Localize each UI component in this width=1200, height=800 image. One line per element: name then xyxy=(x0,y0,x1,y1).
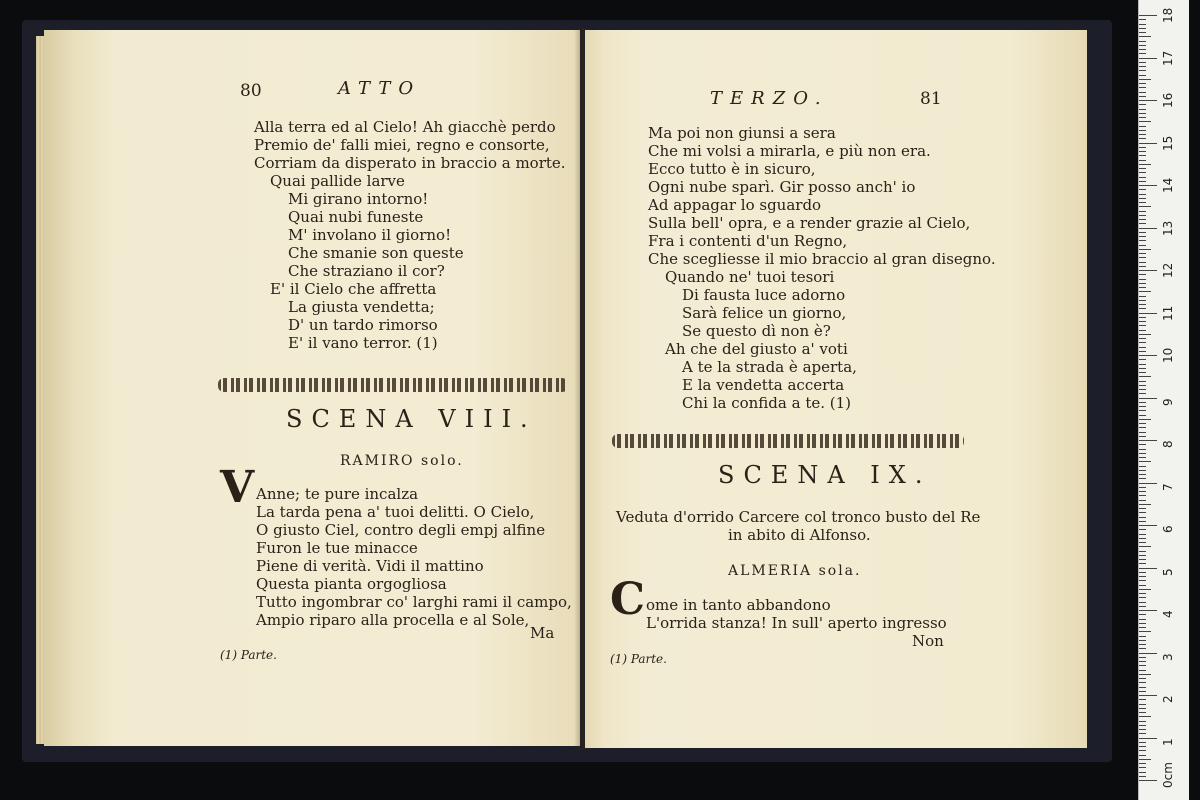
ruler-tick xyxy=(1139,92,1146,93)
ruler-tick xyxy=(1139,113,1146,114)
ruler-tick xyxy=(1139,291,1151,292)
stage-direction-line: in abito di Alfonso. xyxy=(728,526,871,544)
ruler-tick xyxy=(1139,66,1146,67)
ruler-tick xyxy=(1139,406,1146,407)
verse-line: La giusta vendetta; xyxy=(288,298,435,316)
ruler-label: 9 xyxy=(1161,397,1175,406)
ruler-tick xyxy=(1139,780,1157,781)
ruler-tick xyxy=(1139,308,1146,309)
ruler-tick xyxy=(1139,627,1146,628)
ruler-tick xyxy=(1139,313,1157,314)
verse-line: Sulla bell' opra, e a render grazie al Cielo, xyxy=(648,214,971,232)
ruler-label: 2 xyxy=(1161,695,1175,703)
ruler-tick xyxy=(1139,206,1151,207)
ruler-tick xyxy=(1139,559,1146,560)
ruler-tick xyxy=(1139,521,1146,522)
ruler-tick xyxy=(1139,249,1151,250)
ruler-tick xyxy=(1139,58,1157,59)
ruler-tick xyxy=(1139,155,1146,156)
ruler-label: 5 xyxy=(1161,567,1175,576)
verse-line: Di fausta luce adorno xyxy=(682,286,846,304)
verse-line: E' il vano terror. (1) xyxy=(288,334,438,352)
ruler-tick xyxy=(1139,585,1146,586)
ruler-tick xyxy=(1139,597,1146,598)
ruler-tick xyxy=(1139,568,1157,569)
ruler-tick xyxy=(1139,712,1146,713)
ruler-tick xyxy=(1139,665,1146,666)
ruler-tick xyxy=(1139,508,1146,509)
ruler-tick xyxy=(1139,691,1146,692)
ruler-tick xyxy=(1139,733,1146,734)
ruler-tick xyxy=(1139,746,1146,747)
ruler-label: 10 xyxy=(1161,347,1175,363)
ruler-tick xyxy=(1139,487,1146,488)
ruler-tick xyxy=(1139,270,1157,271)
verse-line: D' un tardo rimorso xyxy=(288,316,438,334)
ruler-tick xyxy=(1139,274,1146,275)
ruler-tick xyxy=(1139,738,1157,739)
ruler-tick xyxy=(1139,223,1146,224)
verse-line: Che smanie son queste xyxy=(288,244,464,262)
ruler-tick xyxy=(1139,648,1146,649)
ruler-tick xyxy=(1139,351,1146,352)
ruler-label: 12 xyxy=(1161,262,1175,278)
ruler-tick xyxy=(1139,657,1146,658)
left-character-name: RAMIRO solo. xyxy=(340,453,464,469)
ruler-tick xyxy=(1139,563,1146,564)
ruler-tick xyxy=(1139,478,1146,479)
verse-line: E' il Cielo che affretta xyxy=(270,280,437,298)
ruler-tick xyxy=(1139,517,1146,518)
ruler-tick xyxy=(1139,49,1146,50)
ruler-tick xyxy=(1139,495,1146,496)
ruler-tick xyxy=(1139,419,1151,420)
ruler-tick xyxy=(1139,376,1151,377)
ruler-tick xyxy=(1139,576,1146,577)
ruler-tick xyxy=(1139,500,1146,501)
ruler-label: 6 xyxy=(1161,525,1175,533)
ruler-tick xyxy=(1139,695,1157,696)
ruler-tick xyxy=(1139,610,1157,611)
ruler-tick xyxy=(1139,70,1146,71)
ornament-divider xyxy=(612,434,964,448)
ruler-tick xyxy=(1139,342,1146,343)
ruler-tick xyxy=(1139,453,1146,454)
ruler-tick xyxy=(1139,674,1151,675)
ruler-tick xyxy=(1139,117,1146,118)
ruler-tick xyxy=(1139,130,1146,131)
ruler-tick xyxy=(1139,759,1151,760)
verse-line: E la vendetta accerta xyxy=(682,376,845,394)
ruler-tick xyxy=(1139,317,1146,318)
speech-line: Furon le tue minacce xyxy=(256,539,418,557)
ruler-tick xyxy=(1139,393,1146,394)
ruler-label: 14 xyxy=(1161,177,1175,193)
ruler-tick xyxy=(1139,529,1146,530)
ruler-tick xyxy=(1139,121,1151,122)
speech-line: O giusto Ciel, contro degli empj alfine xyxy=(256,521,546,539)
ruler-tick xyxy=(1139,198,1146,199)
verse-line: Che straziano il cor? xyxy=(288,262,445,280)
verse-line: Alla terra ed al Cielo! Ah giacchè perdo xyxy=(254,118,556,136)
ruler-label: 3 xyxy=(1161,652,1175,661)
ruler-tick xyxy=(1139,444,1146,445)
speech-line: ome in tanto abbandono xyxy=(646,596,831,614)
ruler-label: 15 xyxy=(1161,135,1175,151)
ruler-tick xyxy=(1139,79,1151,80)
verse-line: Quai pallide larve xyxy=(270,172,405,190)
stage-direction-line: Veduta d'orrido Carcere col tronco busto del Re xyxy=(616,508,981,526)
ruler-tick xyxy=(1139,185,1157,186)
ruler-tick xyxy=(1139,504,1151,505)
verse-line: Corriam da disperato in braccio a morte. xyxy=(254,154,566,172)
ruler-tick xyxy=(1139,385,1146,386)
ruler-tick xyxy=(1139,750,1146,751)
ruler-label: 11 xyxy=(1161,305,1175,321)
ruler-tick xyxy=(1139,389,1146,390)
ruler-tick xyxy=(1139,211,1146,212)
verse-line: Quando ne' tuoi tesori xyxy=(665,268,835,286)
ruler-tick xyxy=(1139,368,1146,369)
ruler-tick xyxy=(1139,53,1146,54)
ruler-tick xyxy=(1139,296,1146,297)
ruler-tick xyxy=(1139,606,1146,607)
ruler-tick xyxy=(1139,126,1146,127)
ruler-tick xyxy=(1139,134,1146,135)
ruler-tick xyxy=(1139,100,1157,101)
ruler-tick xyxy=(1139,461,1151,462)
ruler-tick xyxy=(1139,338,1146,339)
ruler-tick xyxy=(1139,283,1146,284)
speech-line: L'orrida stanza! In sull' aperto ingresso xyxy=(646,614,947,632)
ruler-tick xyxy=(1139,279,1146,280)
ruler-tick xyxy=(1139,245,1146,246)
ruler-tick xyxy=(1139,262,1146,263)
ruler-tick xyxy=(1139,62,1146,63)
ruler-tick xyxy=(1139,555,1146,556)
ruler-tick xyxy=(1139,36,1151,37)
ruler-tick xyxy=(1139,427,1146,428)
ruler-tick xyxy=(1139,436,1146,437)
ruler-tick xyxy=(1139,546,1151,547)
speech-line: Tutto ingombrar co' larghi rami il campo, xyxy=(256,593,572,611)
ruler-tick xyxy=(1139,440,1157,441)
ruler-tick xyxy=(1139,96,1146,97)
ruler-tick xyxy=(1139,257,1146,258)
ruler-tick xyxy=(1139,402,1146,403)
ruler-tick xyxy=(1139,143,1157,144)
ruler-tick xyxy=(1139,721,1146,722)
speech-line: La tarda pena a' tuoi delitti. O Cielo, xyxy=(256,503,535,521)
ruler-tick xyxy=(1139,168,1146,169)
ruler-label: 1 xyxy=(1161,737,1175,746)
ruler-tick xyxy=(1139,219,1146,220)
verse-line: A te la strada è aperta, xyxy=(682,358,857,376)
ruler-tick xyxy=(1139,287,1146,288)
ruler-tick xyxy=(1139,593,1146,594)
ruler-tick xyxy=(1139,725,1146,726)
ruler-tick xyxy=(1139,483,1157,484)
ruler-tick xyxy=(1139,202,1146,203)
ruler-tick xyxy=(1139,640,1146,641)
ruler-tick xyxy=(1139,364,1146,365)
ruler-tick xyxy=(1139,253,1146,254)
ruler-tick xyxy=(1139,194,1146,195)
ruler-tick xyxy=(1139,330,1146,331)
ruler-label: 16 xyxy=(1161,92,1175,108)
ruler-tick xyxy=(1139,300,1146,301)
ruler-tick xyxy=(1139,661,1146,662)
ruler-tick xyxy=(1139,19,1146,20)
left-running-head: ATTO xyxy=(338,78,422,99)
ruler-tick xyxy=(1139,266,1146,267)
ruler-tick xyxy=(1139,181,1146,182)
ruler-tick xyxy=(1139,776,1146,777)
right-character-name: ALMERIA sola. xyxy=(728,563,862,579)
ruler-tick xyxy=(1139,614,1146,615)
right-drop-cap: C xyxy=(610,574,646,625)
ruler-tick xyxy=(1139,164,1151,165)
ruler-tick xyxy=(1139,716,1151,717)
verse-line: Fra i contenti d'un Regno, xyxy=(648,232,848,250)
ruler-tick xyxy=(1139,538,1146,539)
left-page-number: 80 xyxy=(240,81,262,101)
ruler-tick xyxy=(1139,457,1146,458)
ruler-tick xyxy=(1139,359,1146,360)
ruler-tick xyxy=(1139,381,1146,382)
ruler-tick xyxy=(1139,240,1146,241)
ruler-tick xyxy=(1139,215,1146,216)
ruler-tick xyxy=(1139,147,1146,148)
ruler-tick xyxy=(1139,644,1146,645)
ornament-divider xyxy=(218,378,568,392)
ruler-tick xyxy=(1139,236,1146,237)
ruler-tick xyxy=(1139,325,1146,326)
ruler-tick xyxy=(1139,347,1146,348)
ruler-tick xyxy=(1139,172,1146,173)
ruler-tick xyxy=(1139,41,1146,42)
ruler-tick xyxy=(1139,580,1146,581)
ruler-tick xyxy=(1139,636,1146,637)
ruler-tick xyxy=(1139,512,1146,513)
ruler-tick xyxy=(1139,631,1151,632)
ruler-tick xyxy=(1139,45,1146,46)
verse-line: M' involano il giorno! xyxy=(288,226,452,244)
ruler-label: 17 xyxy=(1161,50,1175,66)
left-drop-cap: V xyxy=(220,462,255,513)
verse-line: Se questo dì non è? xyxy=(682,322,831,340)
ruler-tick xyxy=(1139,742,1146,743)
ruler-tick xyxy=(1139,410,1146,411)
speech-line: Anne; te pure incalza xyxy=(256,485,419,503)
ruler-tick xyxy=(1139,83,1146,84)
ruler-tick xyxy=(1139,160,1146,161)
ruler-tick xyxy=(1139,415,1146,416)
ruler-tick xyxy=(1139,372,1146,373)
verse-line: Che mi volsi a mirarla, e più non era. xyxy=(648,142,931,160)
verse-line: Ad appagar lo sguardo xyxy=(648,196,822,214)
ruler-tick xyxy=(1139,32,1146,33)
left-scene-title: SCENA VIII. xyxy=(286,405,537,433)
ruler-tick xyxy=(1139,542,1146,543)
speech-line: Ampio riparo alla procella e al Sole, xyxy=(256,611,530,629)
ruler-tick xyxy=(1139,104,1146,105)
verse-line: Ecco tutto è in sicuro, xyxy=(648,160,816,178)
ruler-tick xyxy=(1139,449,1146,450)
ruler-tick xyxy=(1139,682,1146,683)
ruler-label: 4 xyxy=(1161,610,1175,618)
verse-line: Ma poi non giunsi a sera xyxy=(648,124,836,142)
ruler-tick xyxy=(1139,321,1146,322)
ruler-tick xyxy=(1139,572,1146,573)
ruler-tick xyxy=(1139,678,1146,679)
ruler-tick xyxy=(1139,24,1146,25)
ruler-tick xyxy=(1139,763,1146,764)
right-scene-title: SCENA IX. xyxy=(718,461,932,489)
ruler-tick xyxy=(1139,398,1157,399)
ruler-tick xyxy=(1139,670,1146,671)
ruler-label: 8 xyxy=(1161,440,1175,448)
ruler-tick xyxy=(1139,623,1146,624)
ruler-tick xyxy=(1139,304,1146,305)
ruler-label: 0cm xyxy=(1161,762,1175,788)
ruler-tick xyxy=(1139,151,1146,152)
verse-line: Chi la confida a te. (1) xyxy=(682,394,852,412)
ruler-label: 18 xyxy=(1161,7,1175,23)
verse-line: Ogni nube sparì. Gir posso anch' io xyxy=(648,178,916,196)
ruler-tick xyxy=(1139,589,1151,590)
right-running-head: TERZO. xyxy=(710,88,829,109)
ruler-tick xyxy=(1139,534,1146,535)
ruler-label: 13 xyxy=(1161,220,1175,236)
ruler-tick xyxy=(1139,87,1146,88)
ruler-tick xyxy=(1139,699,1146,700)
right-footnote: (1) Parte. xyxy=(610,652,667,666)
verse-line: Premio de' falli miei, regno e consorte, xyxy=(254,136,550,154)
ruler-tick xyxy=(1139,729,1146,730)
right-page-number: 81 xyxy=(920,89,942,109)
verse-line: Che scegliesse il mio braccio al gran disegno. xyxy=(648,250,996,268)
ruler-tick xyxy=(1139,109,1146,110)
verse-line: Quai nubi funeste xyxy=(288,208,424,226)
measuring-ruler xyxy=(1138,0,1189,800)
ruler-tick xyxy=(1139,28,1146,29)
verse-line: Mi girano intorno! xyxy=(288,190,429,208)
speech-line: Questa pianta orgogliosa xyxy=(256,575,447,593)
right-catchword: Non xyxy=(912,632,944,650)
ruler-tick xyxy=(1139,619,1146,620)
ruler-tick xyxy=(1139,491,1146,492)
ruler-tick xyxy=(1139,138,1146,139)
ruler-tick xyxy=(1139,772,1146,773)
ruler-tick xyxy=(1139,653,1157,654)
left-footnote: (1) Parte. xyxy=(220,648,277,662)
ruler-tick xyxy=(1139,708,1146,709)
ruler-tick xyxy=(1139,15,1157,16)
ruler-tick xyxy=(1139,355,1157,356)
ruler-label: 7 xyxy=(1161,482,1175,491)
ruler-tick xyxy=(1139,704,1146,705)
ruler-tick xyxy=(1139,767,1146,768)
ruler-tick xyxy=(1139,474,1146,475)
speech-line: Piene di verità. Vidi il mattino xyxy=(256,557,484,575)
ruler-tick xyxy=(1139,75,1146,76)
ruler-tick xyxy=(1139,687,1146,688)
ruler-tick xyxy=(1139,755,1146,756)
ruler-tick xyxy=(1139,432,1146,433)
ruler-tick xyxy=(1139,177,1146,178)
ruler-tick xyxy=(1139,470,1146,471)
ruler-tick xyxy=(1139,602,1146,603)
ruler-tick xyxy=(1139,423,1146,424)
ruler-tick xyxy=(1139,189,1146,190)
ruler-tick xyxy=(1139,232,1146,233)
ruler-tick xyxy=(1139,525,1157,526)
ruler-tick xyxy=(1139,334,1151,335)
verse-line: Ah che del giusto a' voti xyxy=(665,340,848,358)
ruler-tick xyxy=(1139,551,1146,552)
left-catchword: Ma xyxy=(530,624,555,642)
verse-line: Sarà felice un giorno, xyxy=(682,304,847,322)
ruler-tick xyxy=(1139,228,1157,229)
ruler-tick xyxy=(1139,466,1146,467)
